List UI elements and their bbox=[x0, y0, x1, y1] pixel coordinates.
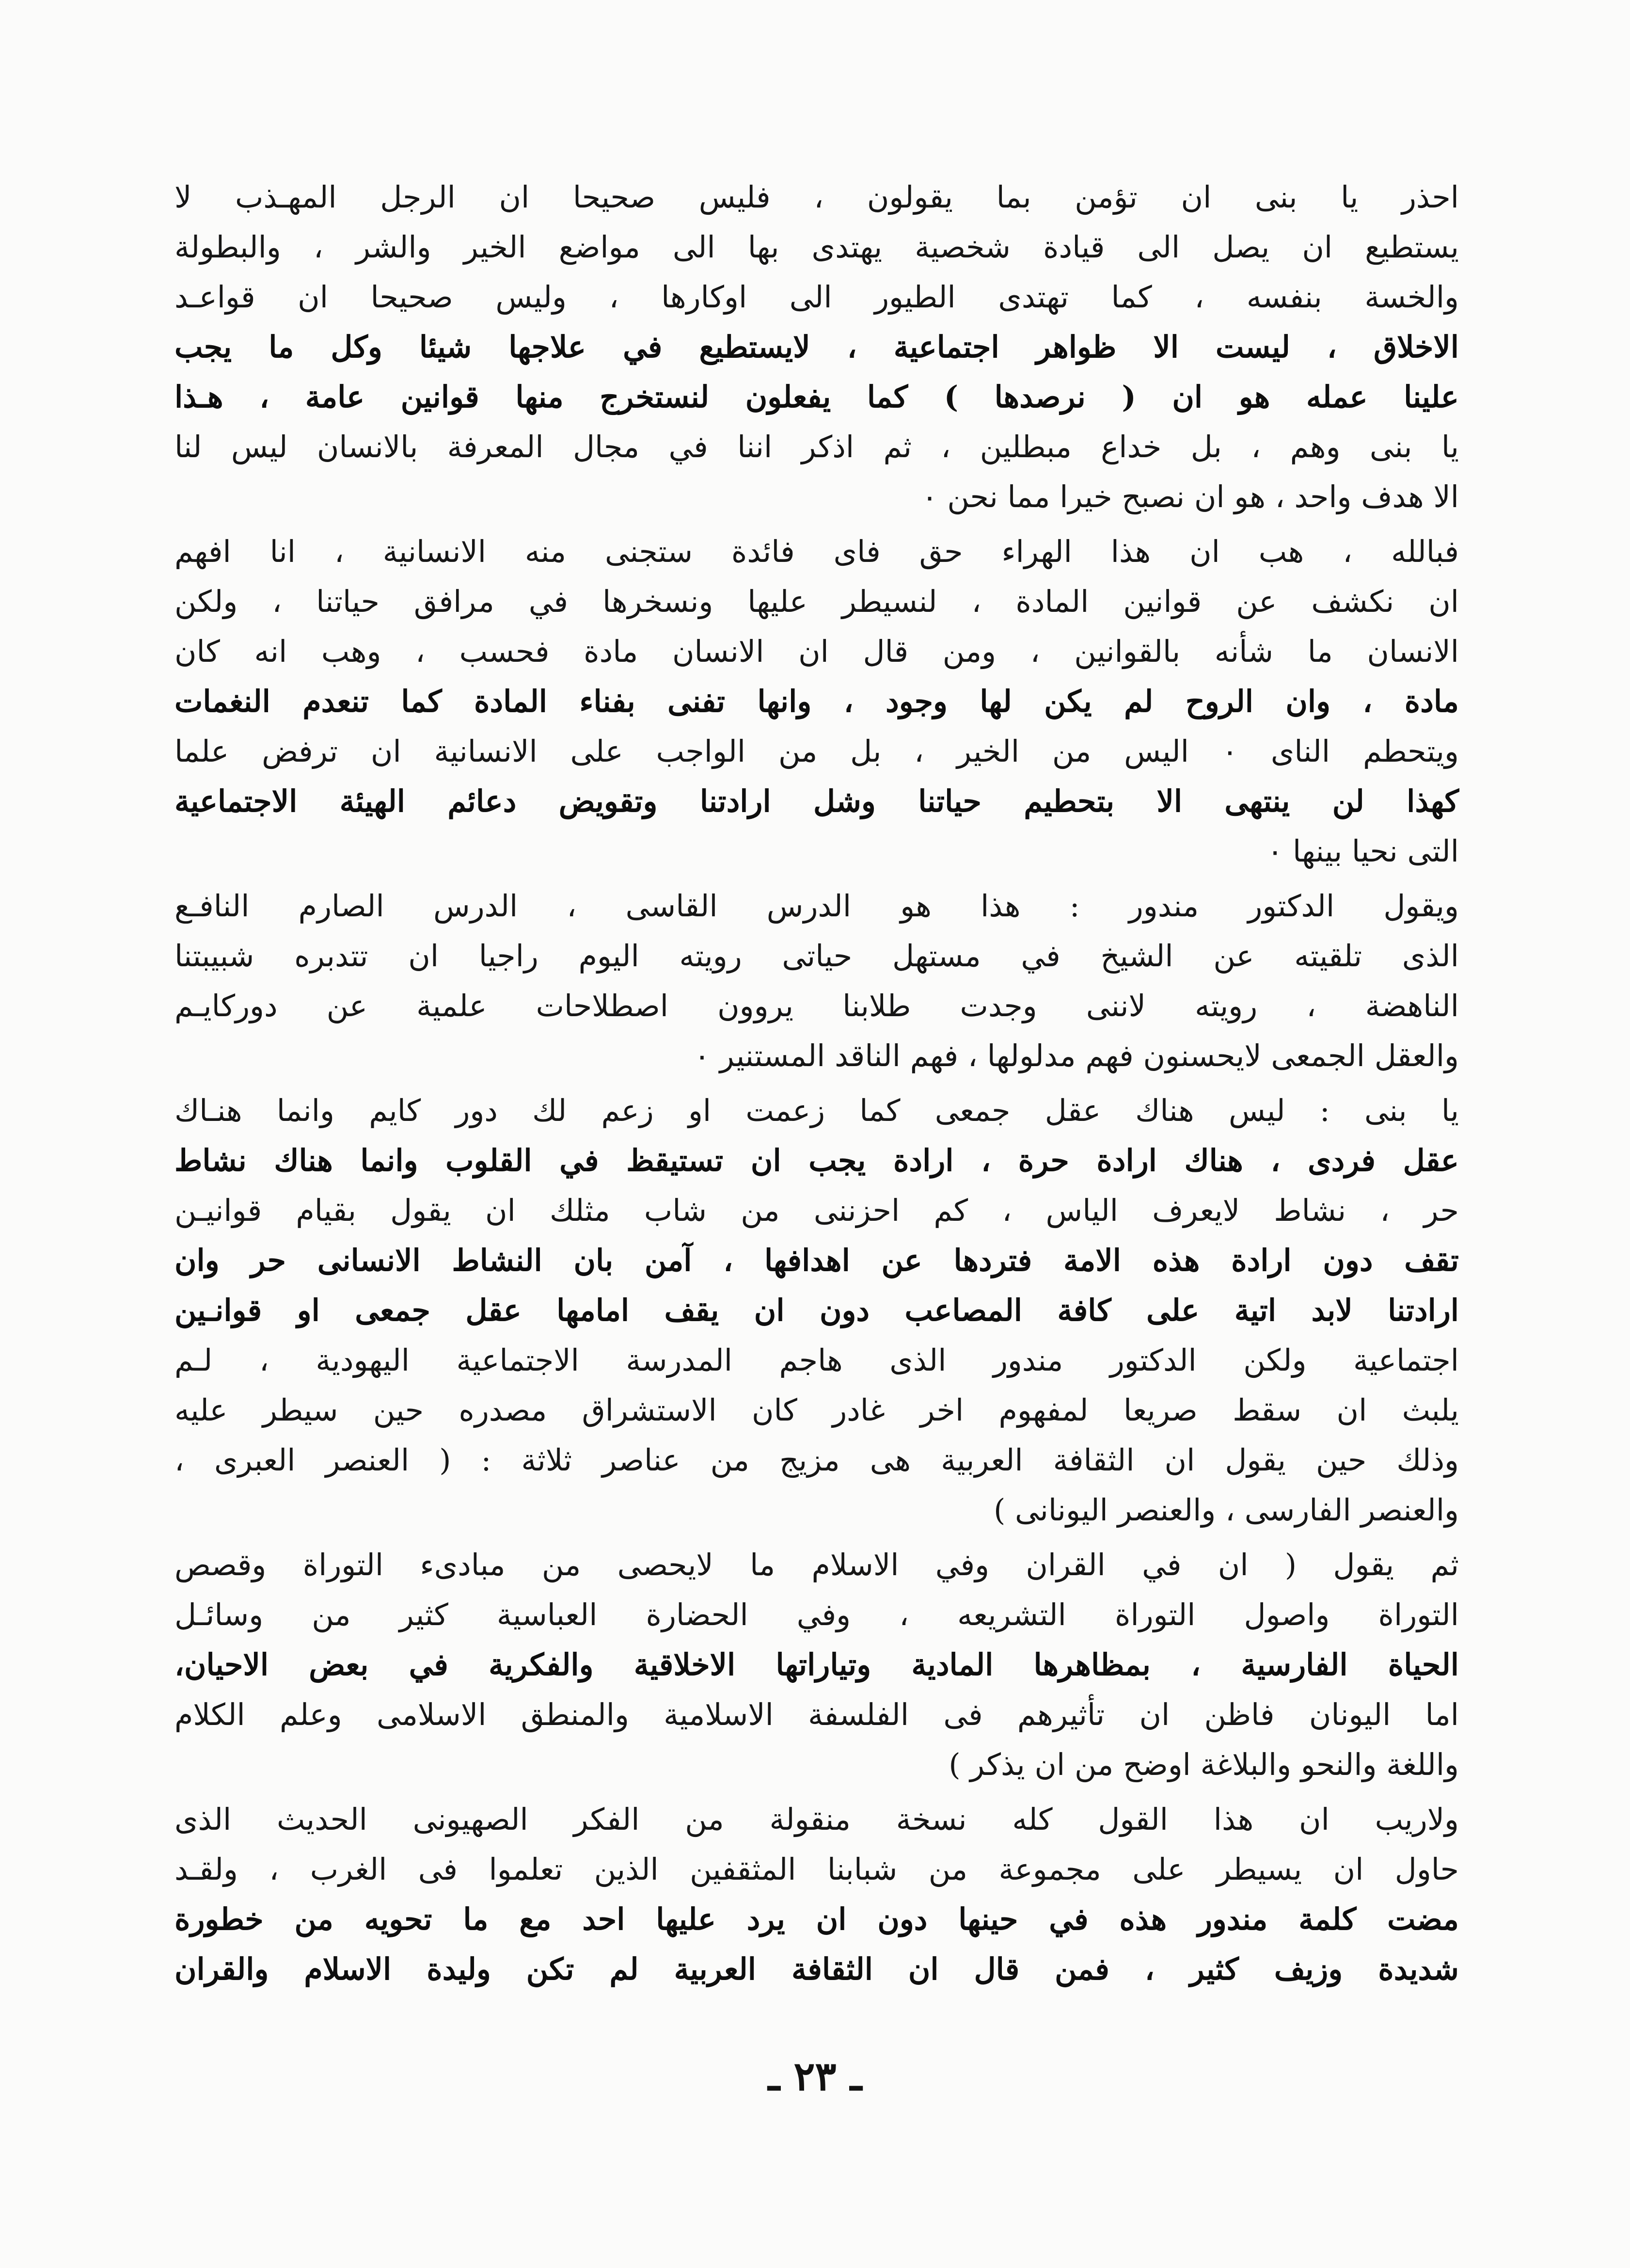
paragraph-6 bbox=[174, 1794, 1493, 1994]
text-line: يلبث ان سقط صريعا لمفهوم اخر غادر كان الاستشراق مصدره حين سيطر عليه bbox=[174, 1392, 1459, 1428]
text-line: والعقل الجمعى لايحسنون فهم مدلولها ، فهم الناقد المستنير ٠ bbox=[694, 1038, 1459, 1073]
text-line: ويقول الدكتور مندور : هذا هو الدرس القاسى ، الدرس الصارم النافـع bbox=[174, 888, 1459, 924]
text-line: يستطيع ان يصل الى قيادة شخصية يهتدى بها الى مواضع الخير والشر ، والبطولة bbox=[174, 229, 1459, 265]
text-line: علينا عمله هو ان ( نرصدها ) كما يفعلون لنستخرج منها قوانين عامة ، هـذا bbox=[174, 379, 1459, 415]
text-line: مادة ، وان الروح لم يكن لها وجود ، وانها تفنى بفناء المادة كما تنعدم النغمات bbox=[174, 684, 1459, 719]
text-line: تقف دون ارادة هذه الامة فتردها عن اهدافها ، آمن بان النشاط الانسانى حر وان bbox=[174, 1243, 1459, 1278]
paragraph-5 bbox=[174, 1540, 1493, 1789]
text-line: ان نكشف عن قوانين المادة ، لنسيطر عليها ونسخرها في مرافق حياتنا ، ولكن bbox=[174, 584, 1459, 619]
text-line: الحياة الفارسية ، بمظاهرها المادية وتياراتها الاخلاقية والفكرية في بعض الاحيان، bbox=[174, 1647, 1459, 1682]
text-line: الا هدف واحد ، هو ان نصبح خيرا مما نحن ٠ bbox=[921, 479, 1459, 514]
text-line: يا بنى : ليس هناك عقل جمعى كما زعمت او زعم لك دور كايم وانما هنـاك bbox=[174, 1093, 1459, 1128]
text-line: اجتماعية ولكن الدكتور مندور الذى هاجم المدرسة الاجتماعية اليهودية ، لـم bbox=[174, 1342, 1459, 1378]
paragraph-1 bbox=[174, 172, 1493, 522]
text-line: الانسان ما شأنه بالقوانين ، ومن قال ان الانسان مادة فحسب ، وهب انه كان bbox=[174, 634, 1459, 669]
text-line: واللغة والنحو والبلاغة اوضح من ان يذكر ) bbox=[949, 1747, 1459, 1782]
text-line: والخسة بنفسه ، كما تهتدى الطيور الى اوكارها ، وليس صحيحا ان قواعـد bbox=[174, 279, 1459, 315]
paragraph-4 bbox=[174, 1086, 1493, 1535]
text-line: الذى تلقيته عن الشيخ في مستهل حياتى رويته اليوم راجيا ان تتدبره شبيبتنا bbox=[174, 938, 1459, 974]
text-line: حاول ان يسيطر على مجموعة من شبابنا المثقفين الذين تعلموا فى الغرب ، ولقـد bbox=[174, 1852, 1459, 1887]
text-line: الاخلاق ، ليست الا ظواهر اجتماعية ، لايستطيع في علاجها شيئا وكل ما يجب bbox=[174, 329, 1459, 365]
text-line: التوراة واصول التوراة التشريعه ، وفي الحضارة العباسية كثير من وسائـل bbox=[174, 1597, 1459, 1632]
text-line: الناهضة ، رويته لاننى وجدت طلابنا يروون اصطلاحات علمية عن دوركايـم bbox=[174, 988, 1459, 1023]
text-line: التى نحيا بينها ٠ bbox=[1267, 833, 1459, 869]
text-line: ولاريب ان هذا القول كله نسخة منقولة من الفكر الصهيونى الحديث الذى bbox=[174, 1802, 1459, 1837]
text-line: مضت كلمة مندور هذه في حينها دون ان يرد عليها احد مع ما تحويه من خطورة bbox=[174, 1901, 1459, 1937]
text-line: عقل فردى ، هناك ارادة حرة ، ارادة يجب ان تستيقظ في القلوب وانما هناك نشاط bbox=[174, 1143, 1459, 1178]
text-line: ويتحطم الناى ٠ اليس من الخير ، بل من الواجب على الانسانية ان ترفض علما bbox=[174, 734, 1459, 769]
paragraph-2 bbox=[174, 527, 1493, 876]
text-line: كهذا لن ينتهى الا بتحطيم حياتنا وشل ارادتنا وتقويض دعائم الهيئة الاجتماعية bbox=[174, 783, 1459, 819]
text-line: ثم يقول ( ان في القران وفي الاسلام ما لايحصى من مبادىء التوراة وقصص bbox=[174, 1547, 1459, 1582]
text-line: ارادتنا لابد اتية على كافة المصاعب دون ان يقف امامها عقل جمعى او قوانـين bbox=[174, 1293, 1459, 1328]
text-line: وذلك حين يقول ان الثقافة العربية هى مزيج من عناصر ثلاثة : ( العنصر العبرى ، bbox=[174, 1442, 1459, 1478]
page-number: ـ ٢٣ ـ bbox=[768, 2053, 862, 2100]
text-line: اما اليونان فاظن ان تأثيرهم فى الفلسفة الاسلامية والمنطق الاسلامى وعلم الكلام bbox=[174, 1697, 1459, 1732]
text-line: احذر يا بنى ان تؤمن بما يقولون ، فليس صحيحا ان الرجل المهـذب لا bbox=[174, 179, 1459, 215]
text-line: حر ، نشاط لايعرف الياس ، كم احزننى من شاب مثلك ان يقول بقيام قوانيـن bbox=[174, 1193, 1459, 1228]
paragraph-3 bbox=[174, 881, 1493, 1081]
body-text bbox=[174, 172, 1493, 1999]
text-line: شديدة وزيف كثير ، فمن قال ان الثقافة العربية لم تكن وليدة الاسلام والقران bbox=[174, 1951, 1459, 1987]
text-line: يا بنى وهم ، بل خداع مبطلين ، ثم اذكر اننا في مجال المعرفة بالانسان ليس لنا bbox=[174, 429, 1459, 464]
text-line: فبالله ، هب ان هذا الهراء حق فاى فائدة ستجنى منه الانسانية ، انا افهم bbox=[174, 534, 1459, 569]
text-line: والعنصر الفارسى ، والعنصر اليونانى ) bbox=[994, 1492, 1459, 1528]
